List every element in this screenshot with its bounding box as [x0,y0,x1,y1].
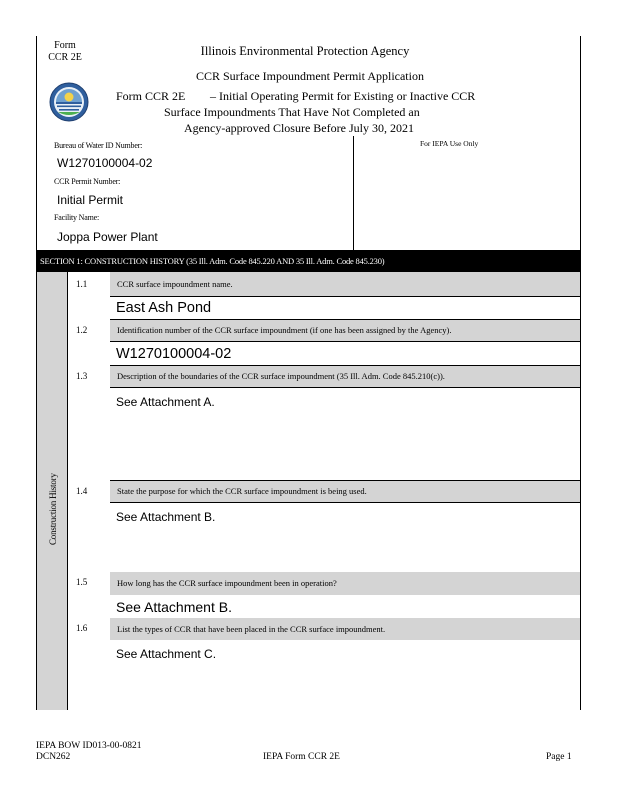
footer-form-name: IEPA Form CCR 2E [263,752,340,762]
question-label: State the purpose for which the CCR surface impoundment is being used. [110,481,580,502]
form-id [46,40,84,64]
question-number: 1.5 [76,577,88,587]
impoundment-id-answer[interactable]: W1270100004-02 [116,346,232,362]
form-id-line2: CCR 2E [48,52,82,63]
bow-id-label: Bureau of Water ID Number: [54,141,143,150]
question-rule [110,296,580,297]
impoundment-name-answer[interactable]: East Ash Pond [116,300,212,316]
question-number: 1.6 [76,623,88,633]
question-label: Description of the boundaries of the CCR surface impoundment (35 Ill. Adm. Code 845.210(c)). [110,366,580,387]
iepa-use-only: For IEPA Use Only [420,139,479,148]
purpose-answer[interactable]: See Attachment B. [116,510,216,524]
bow-id-value[interactable]: W1270100004-02 [57,156,153,170]
question-label: CCR surface impoundment name. [110,272,580,296]
operation-duration-answer[interactable]: See Attachment B. [116,599,232,615]
footer-page-number: Page 1 [546,752,572,762]
footer-code-line1: IEPA BOW ID013-00-0821 [36,741,142,751]
facility-name-label: Facility Name: [54,213,99,222]
section-title: SECTION 1: CONSTRUCTION HISTORY (35 Ill. Adm. Code 845.220 AND 35 Ill. Adm. Code 845.230) [36,250,581,272]
form-frame-right [580,36,581,710]
question-rule [110,387,580,388]
section-side-label: Construction History [48,473,58,545]
application-title: CCR Surface Impoundment Permit Application [196,69,424,83]
subtitle-line3: Agency-approved Closure Before July 30, 2021 [184,121,414,135]
question-number: 1.2 [76,325,88,335]
iepa-seal-icon [49,82,89,122]
permit-number-value[interactable]: Initial Permit [57,193,124,207]
header-divider [353,136,354,250]
question-label: List the types of CCR that have been placed in the CCR surface impoundment. [110,618,580,640]
question-label: Identification number of the CCR surface impoundment (if one has been assigned by the Agency). [110,320,580,341]
footer-code [36,741,142,763]
boundaries-answer[interactable]: See Attachment A. [116,395,215,409]
question-rule [110,502,580,503]
footer-code-line2: DCN262 [36,752,71,762]
question-number: 1.3 [76,371,88,381]
subtitle-line1: – Initial Operating Permit for Existing or Inactive CCR [210,89,476,103]
facility-name-value[interactable]: Joppa Power Plant [57,230,158,244]
subtitle-form: Form CCR 2E [116,89,186,103]
question-number: 1.4 [76,486,88,496]
subtitle-line2: Surface Impoundments That Have Not Completed an [164,105,420,119]
agency-title: Illinois Environmental Protection Agency [200,44,410,58]
question-number: 1.1 [76,279,88,289]
permit-number-label: CCR Permit Number: [54,177,121,186]
form-id-line1: Form [54,40,76,51]
ccr-types-answer[interactable]: See Attachment C. [116,647,217,661]
question-rule [110,341,580,342]
question-label: How long has the CCR surface impoundment been in operation? [110,572,580,595]
